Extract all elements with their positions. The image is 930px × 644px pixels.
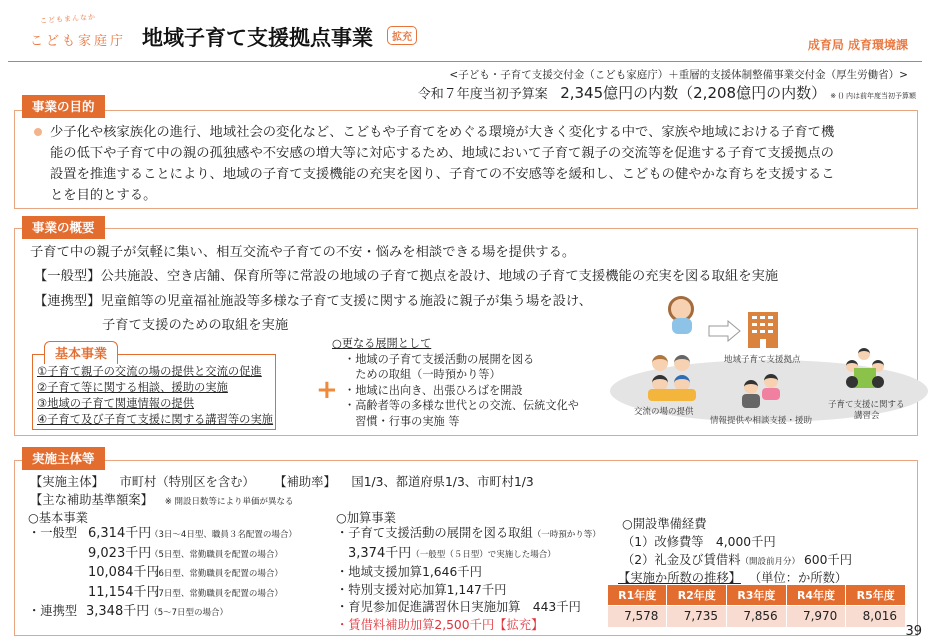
purpose-line: 能の低下や子育て中の親の孤独感や不安感の増大等に対応するため、地域において子育て親子の交流等を促進する子育て支援拠点の [50, 146, 834, 161]
addon-item: ・特別支援対応加算1,147千円 [336, 582, 507, 597]
basic-amount: 9,023千円 [88, 545, 152, 561]
overview-general-type: 【一般型】公共施設、空き店舗、保育所等に常設の地域の子育て拠点を設け、地域の子育て支援機能の充実を図る取組を実施 [34, 269, 779, 284]
basic-amount: 6,314千円 [88, 526, 152, 541]
entity-label: 【実施主体】 [30, 475, 104, 489]
lecture-label-1: 子育て支援に関する [828, 400, 905, 410]
lecture-group-icon [846, 348, 886, 392]
basic-amounts [28, 525, 297, 623]
year-header: R5年度 [846, 585, 906, 605]
basic-type: ・連携型 [28, 604, 78, 618]
expansion-badge: 拡充 [387, 26, 417, 45]
trend-label: 【実施か所数の推移】 [618, 571, 741, 585]
entity-row [30, 472, 534, 490]
further-item: ・地域の子育て支援活動の展開を図る [344, 352, 535, 366]
basic-amount: 11,154千円 [88, 584, 160, 600]
page-title: 地域子育て支援拠点事業 [142, 26, 373, 50]
basic-business-tab: 基本事業 [44, 341, 118, 364]
addon-item-expanded: ・賃借料補助加算2,500千円【拡充】 [336, 617, 544, 632]
further-item: ための取組（一時預かり等） [344, 368, 501, 381]
addon-amount-note: （一般型（５日型）で実施した場合） [411, 549, 556, 560]
purpose-line: 少子化や核家族化の進行、地域社会の変化など、こどもや子育てをめぐる環境が大きく変化する中で、家族や地域における子育て機 [50, 125, 835, 140]
purpose-line: とを目的とする。 [50, 188, 157, 203]
basic-note: （5～7日型の場合） [149, 608, 229, 618]
addon-item: ・地域支援加算1,646千円 [336, 565, 482, 579]
basic-heading: ○基本事業 [28, 511, 88, 525]
standard-note: ※ 開設日数等により単価が異なる [164, 497, 294, 507]
consultation-label: 情報提供や相談支援・援助 [710, 416, 813, 426]
year-header: R2年度 [667, 585, 727, 605]
prep-renovation: （1）改修費等 4,000千円 [622, 535, 776, 549]
addon-item: ・育児参加促進講習休日実施加算 443千円 [336, 600, 581, 614]
budget-source: <子ども・子育て支援交付金（こども家庭庁）＋重層的支援体制整備事業交付金（厚生労働省）> [449, 69, 908, 81]
basic-item: ③地域の子育て関連情報の提供 [37, 397, 194, 410]
overview-heading: 事業の概要 [22, 216, 105, 239]
basic-amount: 3,348千円 [86, 604, 150, 619]
year-header: R4年度 [786, 585, 846, 605]
plus-icon: + [316, 375, 338, 405]
site-count: 7,735 [667, 605, 727, 627]
page-number: 39 [905, 624, 922, 639]
addon-note: （一時預かり等） [532, 530, 601, 540]
year-header: R1年度 [608, 585, 667, 605]
basic-note: （5日型、常勤職員を配置の場合） [150, 549, 283, 560]
addon-list [336, 525, 601, 634]
standard-label: 【主な補助基準額案】 [30, 493, 153, 507]
exchange-label: 交流の場の提供 [634, 407, 694, 417]
building-icon [748, 312, 778, 348]
purpose-heading: 事業の目的 [22, 95, 105, 118]
sites-table-header [608, 585, 906, 605]
further-item: ・高齢者等の多様な世代との交流、伝統文化や [344, 399, 579, 412]
year-header: R3年度 [727, 585, 787, 605]
further-item: ・地域に出向き、出張ひろばを開設 [344, 383, 523, 397]
sites-table [608, 585, 906, 627]
trend-unit: （単位：か所数） [748, 571, 848, 585]
implementation-heading: 実施主体等 [22, 447, 105, 470]
purpose-text [34, 122, 904, 206]
basic-item: ①子育て親子の交流の場の提供と交流の促進 [37, 365, 262, 378]
logo-tagline: こどもまんなか [39, 13, 97, 25]
budget-prefix: 令和７年度当初予算案 [417, 87, 548, 102]
parent-body-icon [672, 318, 692, 334]
prep-heading: ○開設準備経費 [622, 517, 707, 531]
hub-label: 地域子育て支援拠点 [724, 355, 801, 365]
further-heading: ○更なる展開として [332, 337, 432, 350]
prep-rent-note: （開設前月分） [740, 557, 801, 567]
basic-type: ・一般型 [28, 526, 78, 540]
addon-heading: ○加算事業 [336, 511, 396, 525]
basic-amount: 10,084千円 [88, 565, 160, 580]
basic-note: （6日型、常勤職員を配置の場合） [150, 569, 283, 579]
addon-amount: 3,374千円 [348, 545, 412, 561]
overview-summary: 子育て中の親子が気軽に集い、相互交流や子育ての不安・悩みを相談できる場を提供する。 [30, 245, 576, 260]
lecture-label-2: 講習会 [854, 411, 880, 421]
prep-rent-amount: 600千円 [803, 553, 853, 567]
agency-logo: こども家庭庁 [30, 34, 127, 49]
entity-value: 市町村（特別区を含む） [119, 475, 255, 489]
rate-label: 【補助率】 [274, 475, 336, 489]
site-count: 7,970 [786, 605, 846, 627]
basic-item: ②子育て等に関する相談、援助の実施 [37, 381, 228, 394]
budget-note: ※ () 内は前年度当初予算額 [830, 92, 916, 100]
budget-amount: 2,345億円の内数（2,208億円の内数） [560, 84, 827, 102]
rate-value: 国1/3、都道府県1/3、市町村1/3 [351, 475, 534, 489]
basic-item: ④子育て及び子育て支援に関する講習等の実施 [37, 413, 274, 426]
overview-linked-type-cont: 子育て支援のための取組を実施 [102, 318, 289, 333]
basic-note: （7日型、常勤職員を配置の場合） [150, 588, 283, 599]
further-item: 習慣・行事の実施 等 [344, 414, 460, 428]
further-expansion [332, 336, 579, 429]
site-count: 7,856 [727, 605, 787, 627]
standard-row [30, 490, 294, 508]
consultation-icon [742, 374, 786, 410]
overview-linked-type: 【連携型】児童館等の児童福祉施設等多様な子育て支援に関する施設に親子が集う場を設け、 [34, 294, 592, 309]
trend-heading [618, 568, 847, 586]
basic-note: （3日～4日型、職員３名配置の場合） [150, 530, 297, 540]
basic-business-box [32, 354, 276, 430]
header-divider [8, 61, 922, 62]
families-exchange-icon [648, 355, 698, 403]
budget-line [418, 82, 916, 103]
prep-rent [622, 550, 852, 568]
purpose-line: 設置を推進することにより、地域の子育て支援機能の充実を図り、子育ての不安感等を緩和し、こどもの健やかな育ちを支援するこ [50, 167, 835, 182]
sites-table-row [608, 605, 906, 627]
arrow-right-icon [708, 320, 742, 342]
addon-item: ・子育て支援活動の展開を図る取組 [336, 526, 533, 540]
site-count: 8,016 [846, 605, 906, 627]
prep-rent-label: （2）礼金及び賃借料 [622, 553, 741, 567]
site-count: 7,578 [608, 605, 667, 627]
department-label: 成育局 成育環境課 [807, 38, 908, 52]
